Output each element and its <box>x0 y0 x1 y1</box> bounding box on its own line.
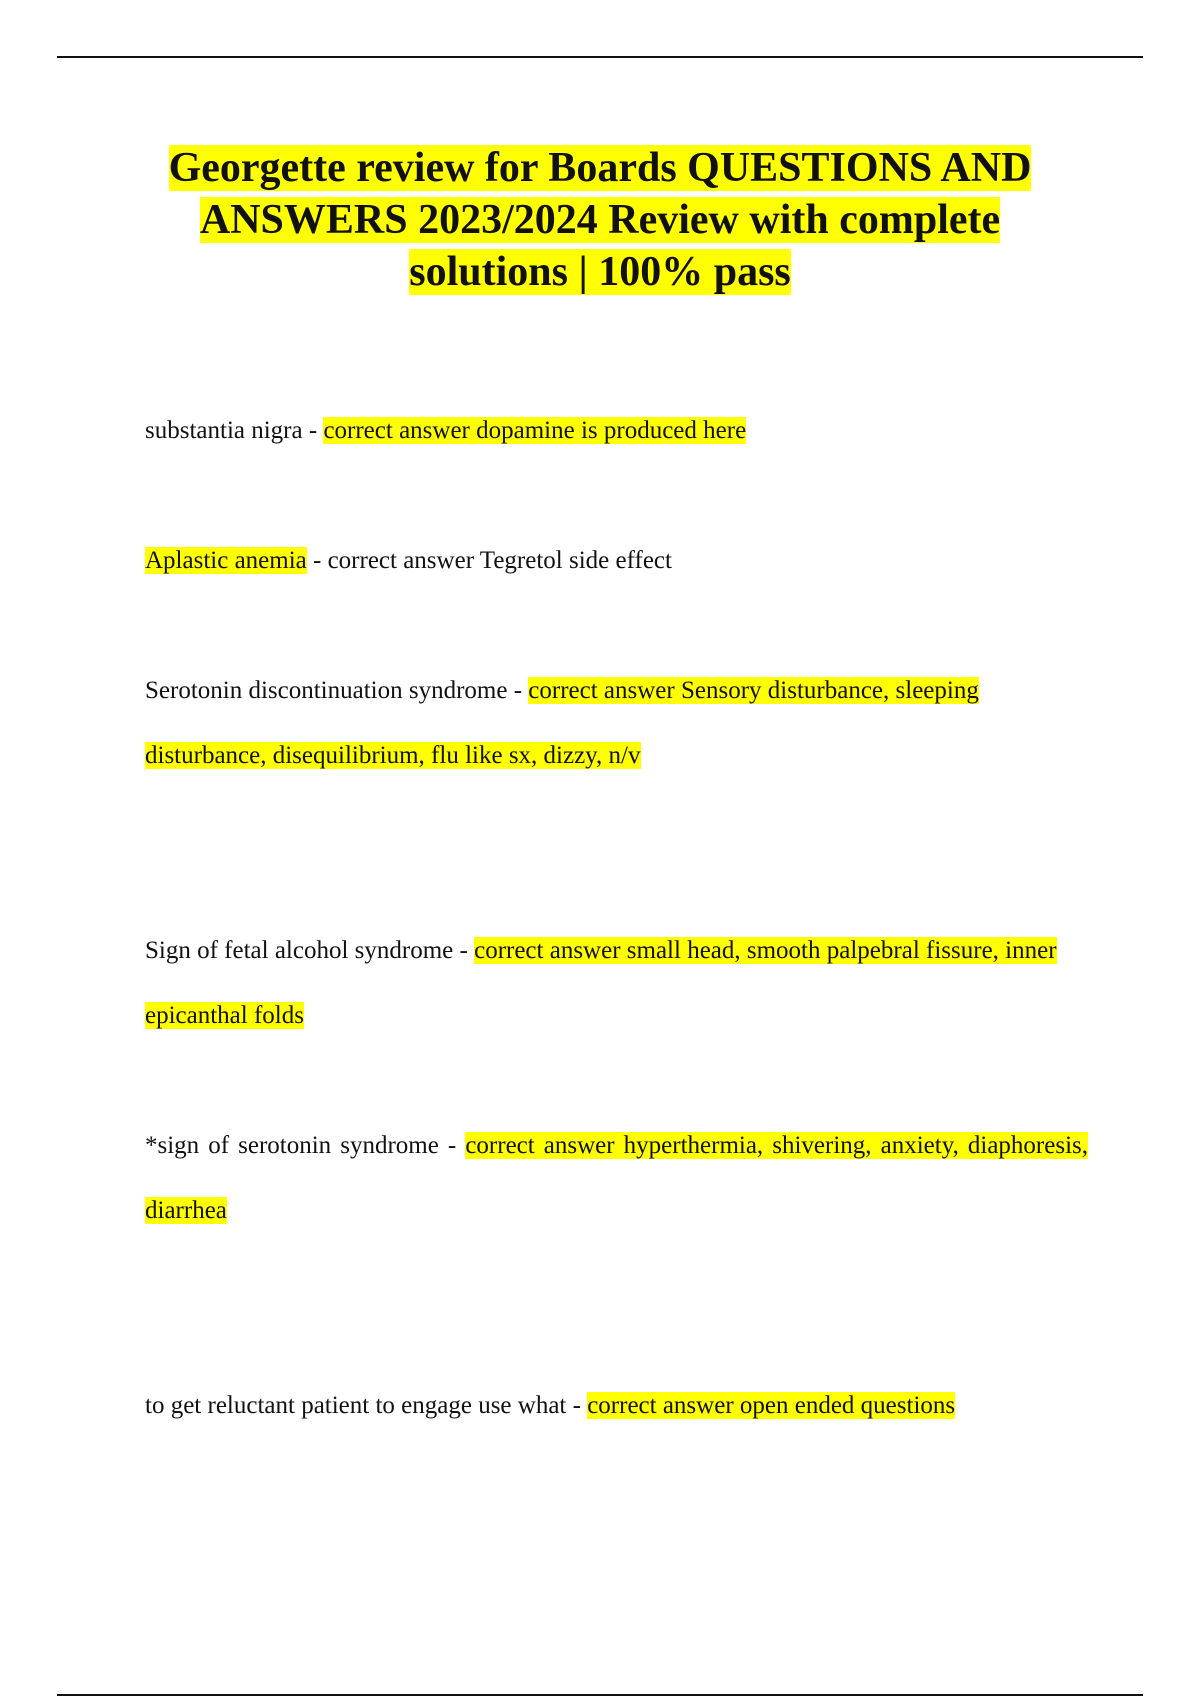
document-title-text: Georgette review for Boards QUESTIONS AND ANSWERS 2023/2024 Review with complete solutions | 100% pass <box>168 145 1032 295</box>
entry-answer: correct answer small head, smooth palpebral fissure, inner epicanthal folds <box>145 937 1057 1029</box>
entry-term: Serotonin discontinuation syndrome <box>145 677 508 704</box>
entry-term: substantia nigra <box>145 417 303 444</box>
qa-entry-6 <box>145 1373 1088 1438</box>
entry-answer: correct answer Tegretol side effect <box>327 547 672 574</box>
entry-separator: - <box>453 937 475 964</box>
entry-term: Aplastic anemia <box>145 547 307 574</box>
top-rule <box>57 56 1143 58</box>
qa-entry-3 <box>145 658 1088 788</box>
entry-separator: - <box>566 1392 588 1419</box>
entry-answer: correct answer open ended questions <box>587 1392 956 1419</box>
entry-term: to get reluctant patient to engage use what <box>145 1392 567 1419</box>
qa-entry-5 <box>145 1113 1088 1243</box>
entry-separator: - <box>302 417 324 444</box>
entry-term: *sign of serotonin syndrome <box>145 1132 439 1159</box>
entry-separator: - <box>306 547 328 574</box>
qa-entry-2 <box>145 528 1088 593</box>
entry-answer: correct answer dopamine is produced here <box>323 417 747 444</box>
entry-separator: - <box>507 677 529 704</box>
entry-answer: correct answer Sensory disturbance, sleeping disturbance, disequilibrium, flu like sx, dizzy, n/v <box>145 677 979 769</box>
entry-answer: correct answer hyperthermia, shivering, anxiety, diaphoresis, diarrhea <box>145 1132 1089 1224</box>
entry-separator: - <box>438 1132 466 1159</box>
entry-term: Sign of fetal alcohol syndrome <box>145 937 454 964</box>
document-title <box>130 142 1070 298</box>
bottom-rule <box>57 1694 1143 1696</box>
qa-entry-4 <box>145 918 1088 1048</box>
qa-entry-1 <box>145 398 1088 463</box>
